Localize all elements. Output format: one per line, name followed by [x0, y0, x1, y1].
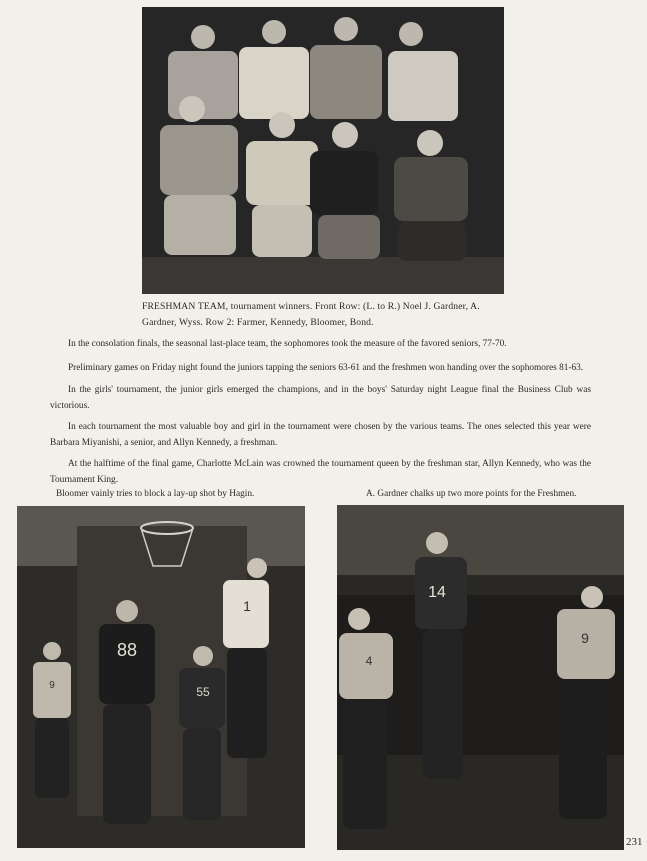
paragraph-preliminary: Preliminary games on Friday night found the juniors tapping the seniors 63-61 and the freshmen won handing over the sophomores 81-63.	[68, 363, 584, 373]
jersey-1: 1	[243, 598, 251, 614]
jersey-55: 55	[196, 685, 210, 699]
layup-photo	[17, 506, 305, 848]
team-photo-illustration	[142, 7, 504, 294]
jersey-14: 14	[428, 584, 446, 601]
jersey-9-right: 9	[581, 630, 589, 646]
layup-photo-illustration	[17, 506, 305, 848]
paragraph-girls-tournament: In the girls' tournament, the junior girls emerged the champions, and in the boys' Saturday night League final the Business Club was victorious.	[50, 385, 591, 411]
jersey-9-left: 9	[49, 680, 55, 691]
jersey-4: 4	[365, 654, 373, 668]
page-number: 231	[626, 836, 643, 848]
right-photo-caption: A. Gardner chalks up two more points for the Freshmen.	[366, 489, 577, 499]
left-photo-caption: Bloomer vainly tries to block a lay-up shot by Hagin.	[56, 489, 255, 499]
paragraph-consolation: In the consolation finals, the seasonal last-place team, the sophomores took the measure of the favored seniors, 77-70.	[68, 339, 507, 349]
jersey-88: 88	[116, 640, 138, 660]
shot-photo-illustration	[337, 505, 624, 850]
paragraph-halftime: At the halftime of the final game, Charlotte McLain was crowned the tournament queen by the freshman star, Allyn Kennedy, who was the Tournament King.	[50, 459, 591, 485]
team-photo-caption: FRESHMAN TEAM, tournament winners. Front Row: (L. to R.) Noel J. Gardner, A. Gardner, Wyss. Row 2: Farmer, Kennedy, Bloomer, Bond.	[142, 301, 480, 328]
paragraph-most-valuable: In each tournament the most valuable boy and girl in the tournament were chosen by the various teams. The ones selected this year were Barbara Miyanishi, a senior, and Allyn Kennedy, a freshman.	[50, 422, 591, 448]
shot-photo	[337, 505, 624, 850]
team-photo	[142, 7, 504, 294]
